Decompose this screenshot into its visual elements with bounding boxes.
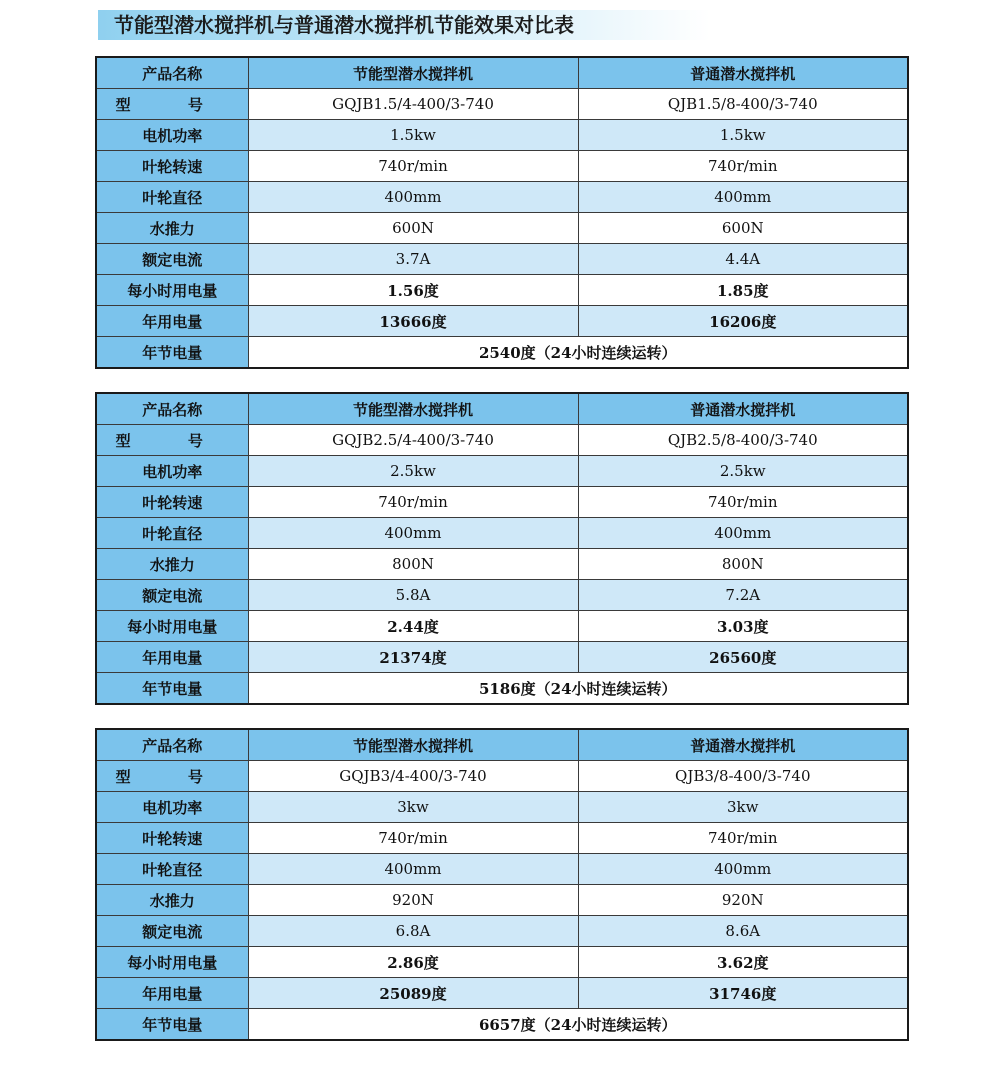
ordinary-value: 740r/min: [578, 823, 908, 854]
table-row: [96, 487, 908, 518]
ordinary-value: 400mm: [578, 854, 908, 885]
row-label: 每小时用电量: [96, 611, 248, 642]
energy-saving-value: 21374度: [248, 642, 578, 673]
ordinary-value: 1.85度: [578, 275, 908, 306]
ordinary-value: 400mm: [578, 182, 908, 213]
energy-saving-value: GQJB3/4-400/3-740: [248, 761, 578, 792]
table-row: [96, 761, 908, 792]
table-row: [96, 854, 908, 885]
row-label: 型 号: [96, 761, 248, 792]
row-label: 水推力: [96, 213, 248, 244]
row-label: 叶轮转速: [96, 823, 248, 854]
energy-saving-value: 3.7A: [248, 244, 578, 275]
table-row: [96, 244, 908, 275]
row-label: 电机功率: [96, 792, 248, 823]
table-header-row: [96, 729, 908, 761]
table-row: [96, 120, 908, 151]
row-label: 额定电流: [96, 244, 248, 275]
row-label: 年节电量: [96, 673, 248, 705]
row-label: 每小时用电量: [96, 947, 248, 978]
table-row: [96, 611, 908, 642]
row-label: 叶轮直径: [96, 518, 248, 549]
annual-saving-value: 5186度（24小时连续运转）: [248, 673, 908, 705]
annual-saving-value: 2540度（24小时连续运转）: [248, 337, 908, 369]
energy-saving-value: 740r/min: [248, 151, 578, 182]
row-label: 型 号: [96, 425, 248, 456]
table-row: [96, 456, 908, 487]
row-label: 电机功率: [96, 456, 248, 487]
row-label: 叶轮直径: [96, 854, 248, 885]
row-label: 水推力: [96, 885, 248, 916]
table-header-row: [96, 393, 908, 425]
energy-saving-value: 6.8A: [248, 916, 578, 947]
table-row: [96, 518, 908, 549]
row-label: 叶轮直径: [96, 182, 248, 213]
ordinary-value: 3.62度: [578, 947, 908, 978]
row-label: 年用电量: [96, 978, 248, 1009]
energy-saving-value: 3kw: [248, 792, 578, 823]
ordinary-value: 920N: [578, 885, 908, 916]
table-row: [96, 182, 908, 213]
header-energy-saving: 节能型潜水搅拌机: [248, 57, 578, 89]
table-row: [96, 885, 908, 916]
comparison-table: [95, 56, 909, 369]
energy-saving-value: 25089度: [248, 978, 578, 1009]
energy-saving-value: 800N: [248, 549, 578, 580]
energy-saving-value: 13666度: [248, 306, 578, 337]
annual-saving-value: 6657度（24小时连续运转）: [248, 1009, 908, 1041]
ordinary-value: 740r/min: [578, 151, 908, 182]
ordinary-value: 31746度: [578, 978, 908, 1009]
energy-saving-value: 2.86度: [248, 947, 578, 978]
row-label: 电机功率: [96, 120, 248, 151]
energy-saving-value: 2.44度: [248, 611, 578, 642]
ordinary-value: 800N: [578, 549, 908, 580]
table-row: [96, 549, 908, 580]
energy-saving-value: 2.5kw: [248, 456, 578, 487]
header-ordinary: 普通潜水搅拌机: [578, 57, 908, 89]
energy-saving-value: 1.5kw: [248, 120, 578, 151]
ordinary-value: 400mm: [578, 518, 908, 549]
header-energy-saving: 节能型潜水搅拌机: [248, 729, 578, 761]
header-label: 产品名称: [96, 393, 248, 425]
table-row-saving: [96, 1009, 908, 1041]
table-row: [96, 275, 908, 306]
ordinary-value: QJB2.5/8-400/3-740: [578, 425, 908, 456]
header-label: 产品名称: [96, 57, 248, 89]
row-label: 年用电量: [96, 306, 248, 337]
energy-saving-value: 740r/min: [248, 487, 578, 518]
ordinary-value: QJB3/8-400/3-740: [578, 761, 908, 792]
ordinary-value: 4.4A: [578, 244, 908, 275]
row-label: 额定电流: [96, 916, 248, 947]
table-row: [96, 792, 908, 823]
row-label: 叶轮转速: [96, 151, 248, 182]
row-label: 额定电流: [96, 580, 248, 611]
energy-saving-value: 400mm: [248, 518, 578, 549]
energy-saving-value: 400mm: [248, 182, 578, 213]
comparison-table: [95, 728, 909, 1041]
row-label: 年节电量: [96, 337, 248, 369]
row-label: 型 号: [96, 89, 248, 120]
table-row: [96, 89, 908, 120]
header-energy-saving: 节能型潜水搅拌机: [248, 393, 578, 425]
table-row: [96, 306, 908, 337]
energy-saving-value: GQJB2.5/4-400/3-740: [248, 425, 578, 456]
header-label: 产品名称: [96, 729, 248, 761]
table-row: [96, 213, 908, 244]
table-row-saving: [96, 673, 908, 705]
row-label: 每小时用电量: [96, 275, 248, 306]
header-ordinary: 普通潜水搅拌机: [578, 729, 908, 761]
ordinary-value: 740r/min: [578, 487, 908, 518]
header-ordinary: 普通潜水搅拌机: [578, 393, 908, 425]
ordinary-value: 600N: [578, 213, 908, 244]
row-label: 叶轮转速: [96, 487, 248, 518]
ordinary-value: 8.6A: [578, 916, 908, 947]
ordinary-value: QJB1.5/8-400/3-740: [578, 89, 908, 120]
row-label: 年用电量: [96, 642, 248, 673]
ordinary-value: 2.5kw: [578, 456, 908, 487]
row-label: 水推力: [96, 549, 248, 580]
energy-saving-value: 1.56度: [248, 275, 578, 306]
energy-saving-value: 920N: [248, 885, 578, 916]
energy-saving-value: GQJB1.5/4-400/3-740: [248, 89, 578, 120]
energy-saving-value: 400mm: [248, 854, 578, 885]
table-row: [96, 978, 908, 1009]
ordinary-value: 16206度: [578, 306, 908, 337]
ordinary-value: 1.5kw: [578, 120, 908, 151]
table-row: [96, 425, 908, 456]
table-row: [96, 151, 908, 182]
ordinary-value: 7.2A: [578, 580, 908, 611]
table-row: [96, 642, 908, 673]
table-row-saving: [96, 337, 908, 369]
page-title: 节能型潜水搅拌机与普通潜水搅拌机节能效果对比表: [114, 13, 574, 37]
ordinary-value: 26560度: [578, 642, 908, 673]
energy-saving-value: 740r/min: [248, 823, 578, 854]
row-label: 年节电量: [96, 1009, 248, 1041]
table-row: [96, 916, 908, 947]
table-row: [96, 947, 908, 978]
table-header-row: [96, 57, 908, 89]
ordinary-value: 3kw: [578, 792, 908, 823]
comparison-table: [95, 392, 909, 705]
energy-saving-value: 5.8A: [248, 580, 578, 611]
table-row: [96, 823, 908, 854]
energy-saving-value: 600N: [248, 213, 578, 244]
table-row: [96, 580, 908, 611]
ordinary-value: 3.03度: [578, 611, 908, 642]
